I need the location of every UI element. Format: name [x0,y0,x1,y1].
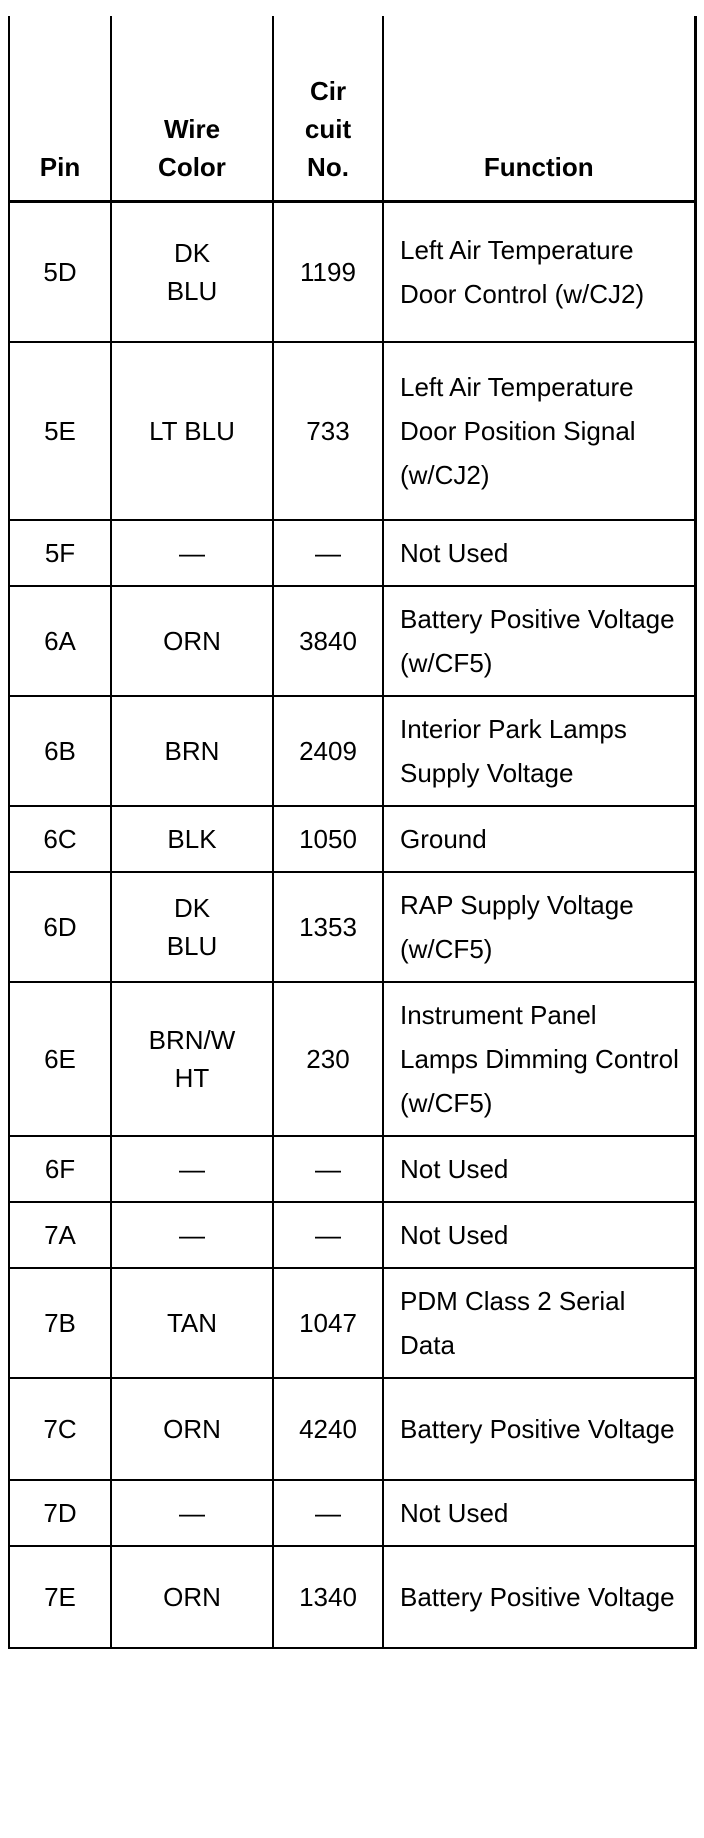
function-cell: Not Used [383,1480,695,1546]
table-row [9,1378,695,1480]
table-row [9,1546,695,1648]
pin-cell: 7C [9,1378,111,1480]
header-circuit-no [273,16,383,202]
wire-color-cell: LT BLU [111,342,273,520]
wire-color-cell: — [111,520,273,586]
table-row [9,1268,695,1378]
header-function: Function [383,16,695,202]
wire-color-cell: TAN [111,1268,273,1378]
circuit-number-cell: 1050 [273,806,383,872]
table-row [9,696,695,806]
table-row [9,1136,695,1202]
function-cell: Interior Park Lamps Supply Voltage [383,696,695,806]
function-cell: Left Air Temperature Door Control (w/CJ2) [383,202,695,342]
wire-color-cell: ORN [111,1546,273,1648]
pin-cell: 6A [9,586,111,696]
pin-cell: 6B [9,696,111,806]
function-cell: RAP Supply Voltage (w/CF5) [383,872,695,982]
table-row [9,202,695,342]
wire-color-cell: ORN [111,1378,273,1480]
pin-cell: 6F [9,1136,111,1202]
table-row [9,520,695,586]
function-cell: Left Air Temperature Door Position Signal (w/CJ2) [383,342,695,520]
pin-cell: 5E [9,342,111,520]
circuit-number-cell: — [273,520,383,586]
wire-color-cell: BLK [111,806,273,872]
circuit-number-cell: 2409 [273,696,383,806]
pin-cell: 6C [9,806,111,872]
table-body [9,202,695,1648]
function-cell: Instrument Panel Lamps Dimming Control (w/CF5) [383,982,695,1136]
function-cell: Battery Positive Voltage (w/CF5) [383,586,695,696]
function-cell: Not Used [383,520,695,586]
circuit-number-cell: 230 [273,982,383,1136]
circuit-number-cell: 1340 [273,1546,383,1648]
table-row [9,1202,695,1268]
circuit-number-cell: 4240 [273,1378,383,1480]
circuit-number-cell: — [273,1202,383,1268]
function-cell: Battery Positive Voltage [383,1546,695,1648]
pin-cell: 6E [9,982,111,1136]
table-row [9,342,695,520]
circuit-number-cell: 1047 [273,1268,383,1378]
pin-cell: 7E [9,1546,111,1648]
pin-cell: 5D [9,202,111,342]
table-row [9,982,695,1136]
table-row [9,586,695,696]
pin-cell: 6D [9,872,111,982]
wire-color-cell: — [111,1136,273,1202]
pin-cell: 7A [9,1202,111,1268]
wire-color-cell: — [111,1480,273,1546]
wire-color-cell: — [111,1202,273,1268]
header-circuit-no-label: Cir cuit No. [304,76,352,182]
pin-cell: 5F [9,520,111,586]
circuit-number-cell: 1353 [273,872,383,982]
circuit-number-cell: 1199 [273,202,383,342]
function-cell: Not Used [383,1136,695,1202]
wire-color-cell: DK BLU [111,202,273,342]
function-cell: Ground [383,806,695,872]
circuit-number-cell: 733 [273,342,383,520]
circuit-number-cell: — [273,1136,383,1202]
function-cell: PDM Class 2 Serial Data [383,1268,695,1378]
pin-cell: 7D [9,1480,111,1546]
wire-color-cell: DK BLU [111,872,273,982]
header-wire-color-label: Wire Color [158,114,226,182]
header-row [9,16,695,202]
table-header [9,16,695,202]
table-row [9,1480,695,1546]
pin-cell: 7B [9,1268,111,1378]
header-wire-color [111,16,273,202]
wire-color-cell: ORN [111,586,273,696]
wire-color-cell: BRN [111,696,273,806]
header-pin: Pin [9,16,111,202]
function-cell: Battery Positive Voltage [383,1378,695,1480]
function-cell: Not Used [383,1202,695,1268]
table-row [9,806,695,872]
circuit-number-cell: — [273,1480,383,1546]
wire-color-cell: BRN/W HT [111,982,273,1136]
table-row [9,872,695,982]
circuit-number-cell: 3840 [273,586,383,696]
connector-pinout-table [8,16,697,1649]
